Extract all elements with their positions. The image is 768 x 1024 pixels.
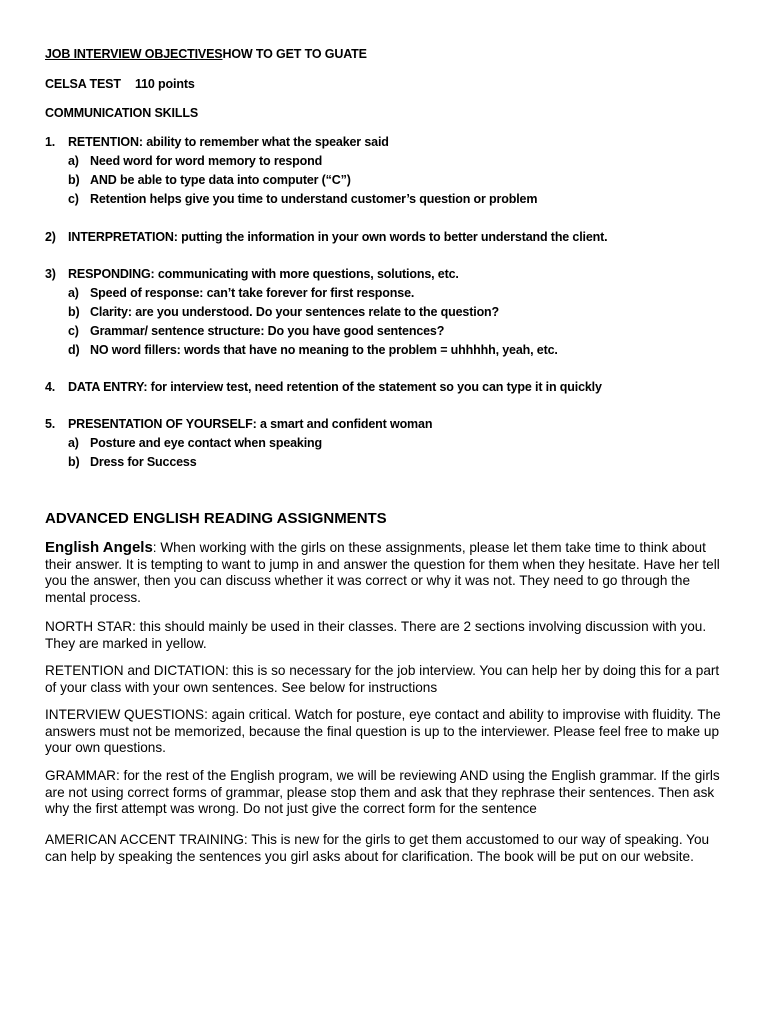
how-to-get-to-guate-title: HOW TO GET TO GUATE xyxy=(222,47,367,61)
grammar-paragraph: GRAMMAR: for the rest of the English program, we will be reviewing AND using the English grammar. If the girls are not using correct forms of grammar, please stop them and ask that they rephrase their sentences. Then ask why the first attempt was wrong. Do not just give the correct form for the sentence xyxy=(45,768,720,816)
sub-marker: c) xyxy=(68,192,79,206)
list-text: RETENTION: ability to remember what the speaker said xyxy=(68,135,389,149)
sub-text: Clarity: are you understood. Do your sentences relate to the question? xyxy=(90,305,500,319)
sub-marker: b) xyxy=(68,305,80,319)
list-number: 2) xyxy=(45,230,56,244)
english-angels-text: : When working with the girls on these assignments, please let them take time to think about their answer. It is tempting to want to jump in and answer the question for them when they hesitate. Have her tell you the answer, then you can discuss whether it was correct or why it was not. They need to go through the mental process. xyxy=(45,540,720,605)
sub-text: Need word for word memory to respond xyxy=(90,154,323,168)
sub-text: Retention helps give you time to understand customer’s question or problem xyxy=(90,192,538,206)
sub-text: Speed of response: can’t take forever for first response. xyxy=(90,286,415,300)
sub-text: Grammar/ sentence structure: Do you have good sentences? xyxy=(90,324,445,338)
list-text: INTERPRETATION: putting the information in your own words to better understand the client. xyxy=(68,230,608,244)
english-angels-lead: English Angels xyxy=(45,539,153,556)
celsa-points: 110 points xyxy=(135,77,195,91)
american-accent-paragraph: AMERICAN ACCENT TRAINING: This is new for the girls to get them accustomed to our way of speaking. You can help by speaking the sentences you girl asks about for clarification. The book will be put on our website. xyxy=(45,832,710,864)
list-text: RESPONDING: communicating with more questions, solutions, etc. xyxy=(68,267,459,281)
sub-text: NO word fillers: words that have no meaning to the problem = uhhhhh, yeah, etc. xyxy=(90,343,558,357)
sub-marker: b) xyxy=(68,173,80,187)
advanced-heading: ADVANCED ENGLISH READING ASSIGNMENTS xyxy=(45,510,387,527)
celsa-line xyxy=(45,75,345,94)
sub-text: Posture and eye contact when speaking xyxy=(90,436,323,450)
list-text: PRESENTATION OF YOURSELF: a smart and confident woman xyxy=(68,417,433,431)
celsa-test-label: CELSA TEST xyxy=(45,77,121,91)
sub-marker: d) xyxy=(68,343,80,357)
sub-marker: c) xyxy=(68,324,79,338)
list-number: 5. xyxy=(45,417,56,431)
sub-marker: a) xyxy=(68,436,79,450)
sub-text: AND be able to type data into computer (“C”) xyxy=(90,173,351,187)
sub-text: Dress for Success xyxy=(90,455,197,469)
retention-dictation-paragraph: RETENTION and DICTATION: this is so necessary for the job interview. You can help her by doing this for a part of your class with your own sentences. See below for instructions xyxy=(45,663,720,695)
north-star-paragraph: NORTH STAR: this should mainly be used in their classes. There are 2 sections involving discussion with you. They are marked in yellow. xyxy=(45,619,707,651)
sub-marker: a) xyxy=(68,154,79,168)
job-interview-objectives-title: JOB INTERVIEW OBJECTIVES xyxy=(45,47,223,61)
sub-marker: b) xyxy=(68,455,80,469)
communication-skills-title: COMMUNICATION SKILLS xyxy=(45,106,199,120)
list-number: 1. xyxy=(45,135,56,149)
list-text: DATA ENTRY: for interview test, need retention of the statement so you can type it in quickly xyxy=(68,380,602,394)
interview-questions-paragraph: INTERVIEW QUESTIONS: again critical. Watch for posture, eye contact and ability to improvise with fluidity. The answers must not be memorized, because the final question is up to the interviewer. Please feel free to make up your own questions. xyxy=(45,707,721,755)
sub-marker: a) xyxy=(68,286,79,300)
header-line xyxy=(45,45,367,64)
english-angels-paragraph xyxy=(45,540,725,606)
list-number: 4. xyxy=(45,380,56,394)
list-number: 3) xyxy=(45,267,56,281)
